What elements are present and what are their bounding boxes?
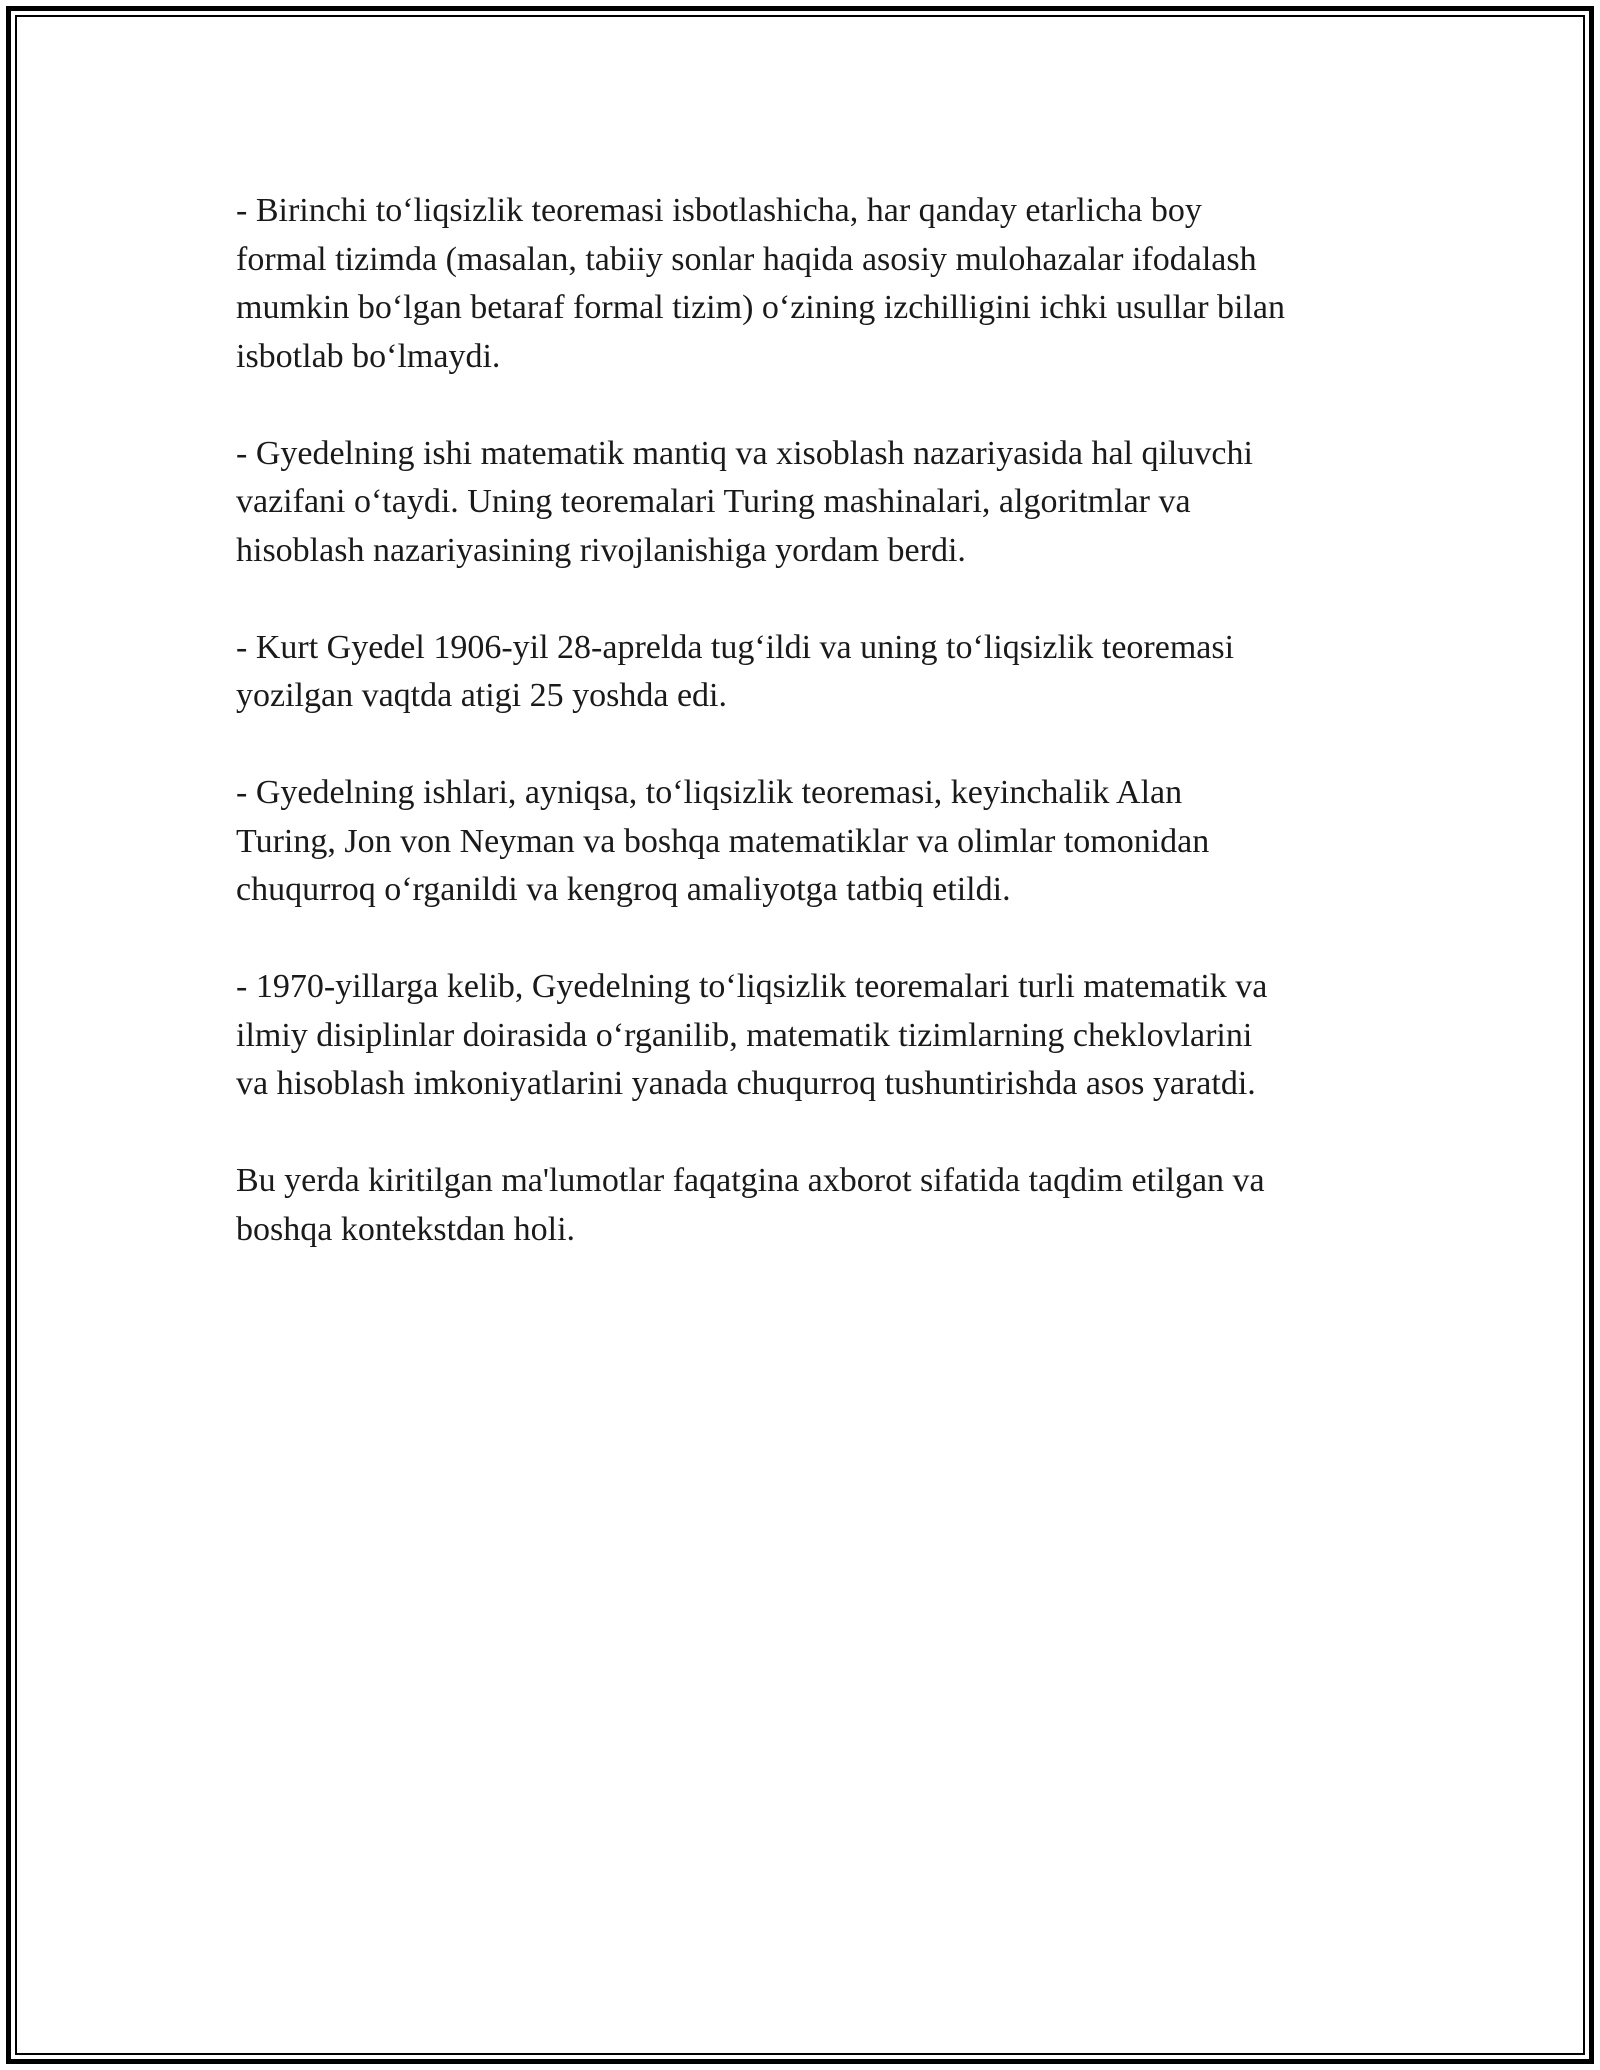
document-body — [236, 187, 1386, 1303]
paragraph-godel-work-impact: - Gyedelning ishi matematik mantiq va xisoblash nazariyasida hal qiluvchi vazifani o‘taydi. Uning teoremalari Turing mashinalari, algoritmlar va hisoblash nazariyasining rivojlanishiga yordam berdi. — [236, 434, 1253, 569]
paragraph-first-incompleteness-theorem: - Birinchi to‘liqsizlik teoremasi isbotlashicha, har qanday etarlicha boy formal tizimda (masalan, tabiiy sonlar haqida asosiy mulohazalar ifodalash mumkin bo‘lgan betaraf formal tizim) o‘zining izchilligini ichki usullar bilan isbotlab bo‘lmaydi. — [236, 192, 1286, 375]
paragraph-godel-birth: - Kurt Gyedel 1906-yil 28-aprelda tug‘ildi va uning to‘liqsizlik teoremasi yozilgan vaqtda atigi 25 yoshda edi. — [236, 628, 1235, 714]
paragraph-disclaimer: Bu yerda kiritilgan ma'lumotlar faqatgina axborot sifatida taqdim etilgan va boshqa kontekstdan holi. — [236, 1162, 1265, 1248]
paragraph-1970s: - 1970-yillarga kelib, Gyedelning to‘liqsizlik teoremalari turli matematik va ilmiy disiplinlar doirasida o‘rganilib, matematik tizimlarning cheklovlarini va hisoblash imkoniyatlarini yanada chuqurroq tushuntirishda asos yaratdi. — [236, 968, 1268, 1102]
paragraph-later-study: - Gyedelning ishlari, ayniqsa, to‘liqsizlik teoremasi, keyinchalik Alan Turing, Jon von Neyman va boshqa matematiklar va olimlar tomonidan chuqurroq o‘rganildi va kengroq amaliyotga tatbiq etildi. — [236, 774, 1210, 908]
